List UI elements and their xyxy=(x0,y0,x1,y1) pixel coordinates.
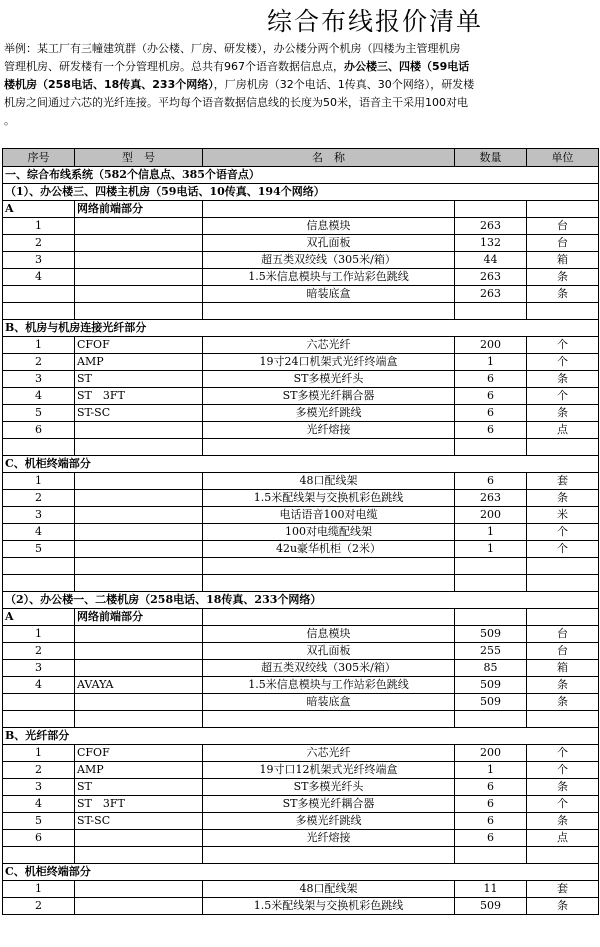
item-unit: 条 xyxy=(527,405,599,422)
table-row xyxy=(3,541,599,558)
item-name: 双孔面板 xyxy=(203,643,455,660)
item-model xyxy=(75,422,203,439)
item-model xyxy=(75,269,203,286)
item-unit: 条 xyxy=(527,286,599,303)
item-model xyxy=(75,660,203,677)
item-name: 信息模块 xyxy=(203,218,455,235)
item-quantity: 6 xyxy=(455,830,527,847)
item-name: 六芯光纤 xyxy=(203,745,455,762)
empty-cell xyxy=(75,303,203,320)
table-row xyxy=(3,745,599,762)
empty-cell xyxy=(203,711,455,728)
item-quantity: 1 xyxy=(455,762,527,779)
header-unit: 单位 xyxy=(527,149,599,167)
item-index: 1 xyxy=(3,218,75,235)
blank-row xyxy=(3,847,599,864)
table-row xyxy=(3,881,599,898)
empty-cell xyxy=(455,201,527,218)
table-row xyxy=(3,371,599,388)
empty-cell xyxy=(527,575,599,592)
item-name: 多模光纤跳线 xyxy=(203,813,455,830)
header-name: 名 称 xyxy=(203,149,455,167)
item-model xyxy=(75,473,203,490)
table-row xyxy=(3,643,599,660)
item-name: ST多模光纤头 xyxy=(203,779,455,796)
empty-cell xyxy=(203,201,455,218)
item-name: 48口配线架 xyxy=(203,473,455,490)
item-unit: 个 xyxy=(527,745,599,762)
item-model xyxy=(75,898,203,915)
empty-cell xyxy=(527,558,599,575)
item-quantity: 1 xyxy=(455,541,527,558)
item-index: 4 xyxy=(3,796,75,813)
item-quantity: 6 xyxy=(455,473,527,490)
item-model xyxy=(75,541,203,558)
quote-table xyxy=(2,148,599,915)
section-heading: 一、综合布线系统（582个信息点、385个语音点） xyxy=(3,167,599,184)
item-index: 5 xyxy=(3,541,75,558)
item-unit: 个 xyxy=(527,524,599,541)
item-name: 电话语音100对电缆 xyxy=(203,507,455,524)
empty-cell xyxy=(455,711,527,728)
item-quantity: 6 xyxy=(455,405,527,422)
empty-cell xyxy=(75,847,203,864)
table-row xyxy=(3,898,599,915)
document-title: 综合布线报价清单 xyxy=(266,7,483,36)
item-model xyxy=(75,881,203,898)
table-row xyxy=(3,405,599,422)
table-row xyxy=(3,524,599,541)
item-quantity: 6 xyxy=(455,813,527,830)
item-unit: 条 xyxy=(527,371,599,388)
group-title: 网络前端部分 xyxy=(75,609,203,626)
item-name: 1.5米信息模块与工作站彩色跳线 xyxy=(203,677,455,694)
section-heading-row xyxy=(3,728,599,745)
item-quantity: 6 xyxy=(455,388,527,405)
empty-cell xyxy=(75,575,203,592)
empty-cell xyxy=(527,609,599,626)
table-row xyxy=(3,677,599,694)
item-unit: 条 xyxy=(527,813,599,830)
item-quantity: 132 xyxy=(455,235,527,252)
item-index: 2 xyxy=(3,643,75,660)
item-quantity: 6 xyxy=(455,796,527,813)
item-quantity: 200 xyxy=(455,745,527,762)
header-index: 序号 xyxy=(3,149,75,167)
item-model xyxy=(75,643,203,660)
intro-line: 举例：某工厂有三幢建筑群（办公楼、厂房、研发楼），办公楼分两个机房（四楼为主管理机房 xyxy=(4,42,461,55)
item-name: 光纤熔接 xyxy=(203,830,455,847)
empty-cell xyxy=(527,711,599,728)
item-quantity: 200 xyxy=(455,507,527,524)
item-unit: 点 xyxy=(527,422,599,439)
empty-cell xyxy=(455,303,527,320)
item-model: AMP xyxy=(75,354,203,371)
item-unit: 条 xyxy=(527,269,599,286)
item-index: 5 xyxy=(3,405,75,422)
group-heading-row xyxy=(3,609,599,626)
table-row xyxy=(3,252,599,269)
item-unit: 条 xyxy=(527,490,599,507)
item-unit: 个 xyxy=(527,762,599,779)
empty-cell xyxy=(75,711,203,728)
item-model: ST xyxy=(75,371,203,388)
item-model: ST xyxy=(75,779,203,796)
table-row xyxy=(3,762,599,779)
item-index: 2 xyxy=(3,898,75,915)
item-unit: 个 xyxy=(527,541,599,558)
item-quantity: 11 xyxy=(455,881,527,898)
blank-row xyxy=(3,711,599,728)
table-row xyxy=(3,218,599,235)
item-model xyxy=(75,286,203,303)
table-row xyxy=(3,779,599,796)
item-name: 42u豪华机柜（2米） xyxy=(203,541,455,558)
intro-line: 机房之间通过六芯的光纤连接。平均每个语音数据信息线的长度为50米，语音主干采用100对电 xyxy=(4,96,468,109)
item-unit: 个 xyxy=(527,796,599,813)
empty-cell xyxy=(203,575,455,592)
item-name: 多模光纤跳线 xyxy=(203,405,455,422)
table-row xyxy=(3,626,599,643)
item-index xyxy=(3,694,75,711)
blank-row xyxy=(3,303,599,320)
item-quantity: 1 xyxy=(455,524,527,541)
item-index: 3 xyxy=(3,779,75,796)
empty-cell xyxy=(3,711,75,728)
item-unit: 箱 xyxy=(527,660,599,677)
intro-line: 楼机房（258电话、18传真、233个网络），厂房机房（32个电话、1传真、30个网络），研发楼 xyxy=(4,78,475,91)
item-quantity: 6 xyxy=(455,422,527,439)
group-code: A xyxy=(3,201,75,218)
item-index: 6 xyxy=(3,422,75,439)
item-name: 信息模块 xyxy=(203,626,455,643)
item-quantity: 255 xyxy=(455,643,527,660)
section-heading: C、机柜终端部分 xyxy=(3,456,599,473)
item-index: 3 xyxy=(3,371,75,388)
table-row xyxy=(3,269,599,286)
item-name: 暗装底盒 xyxy=(203,694,455,711)
item-model xyxy=(75,218,203,235)
section-heading: （2）、办公楼一、二楼机房（258电话、18传真、233个网络） xyxy=(3,592,599,609)
item-unit: 条 xyxy=(527,677,599,694)
table-row xyxy=(3,354,599,371)
item-index: 4 xyxy=(3,677,75,694)
table-row xyxy=(3,286,599,303)
empty-cell xyxy=(3,847,75,864)
item-unit: 条 xyxy=(527,779,599,796)
item-name: 超五类双绞线（305米/箱） xyxy=(203,252,455,269)
table-row xyxy=(3,490,599,507)
item-index: 4 xyxy=(3,269,75,286)
item-quantity: 509 xyxy=(455,694,527,711)
empty-cell xyxy=(203,558,455,575)
item-quantity: 509 xyxy=(455,626,527,643)
item-model: ST-SC xyxy=(75,405,203,422)
item-name: 双孔面板 xyxy=(203,235,455,252)
item-unit: 个 xyxy=(527,388,599,405)
item-name: 1.5米配线架与交换机彩色跳线 xyxy=(203,898,455,915)
item-index: 1 xyxy=(3,745,75,762)
section-heading: C、机柜终端部分 xyxy=(3,864,599,881)
empty-cell xyxy=(455,609,527,626)
table-body xyxy=(3,167,599,915)
item-name: 超五类双绞线（305米/箱） xyxy=(203,660,455,677)
header-model: 型 号 xyxy=(75,149,203,167)
empty-cell xyxy=(3,575,75,592)
item-unit: 台 xyxy=(527,626,599,643)
group-code: A xyxy=(3,609,75,626)
empty-cell xyxy=(455,847,527,864)
item-unit: 条 xyxy=(527,898,599,915)
item-model: CFOF xyxy=(75,745,203,762)
item-model: ST 3FT xyxy=(75,796,203,813)
item-model xyxy=(75,830,203,847)
item-unit: 套 xyxy=(527,473,599,490)
item-model: CFOF xyxy=(75,337,203,354)
item-index: 2 xyxy=(3,490,75,507)
empty-cell xyxy=(203,303,455,320)
empty-cell xyxy=(455,439,527,456)
item-model xyxy=(75,507,203,524)
item-index: 2 xyxy=(3,354,75,371)
item-name: 48口配线架 xyxy=(203,881,455,898)
section-heading-row xyxy=(3,320,599,337)
item-model xyxy=(75,524,203,541)
blank-row xyxy=(3,575,599,592)
item-quantity: 6 xyxy=(455,371,527,388)
empty-cell xyxy=(75,439,203,456)
item-model xyxy=(75,626,203,643)
item-name: ST多模光纤头 xyxy=(203,371,455,388)
item-model: AVAYA xyxy=(75,677,203,694)
empty-cell xyxy=(527,201,599,218)
intro-paragraph xyxy=(4,40,600,130)
item-unit: 个 xyxy=(527,354,599,371)
item-unit: 套 xyxy=(527,881,599,898)
intro-line: 管理机房、研发楼有一个分管理机房。总共有967个语音数据信息点，办公楼三、四楼（59电话 xyxy=(4,60,470,73)
table-row xyxy=(3,694,599,711)
table-row xyxy=(3,796,599,813)
empty-cell xyxy=(3,439,75,456)
empty-cell xyxy=(3,558,75,575)
item-index: 6 xyxy=(3,830,75,847)
intro-line: 。 xyxy=(4,114,15,127)
item-quantity: 509 xyxy=(455,898,527,915)
item-index: 4 xyxy=(3,524,75,541)
table-header-row xyxy=(3,149,599,167)
item-index: 2 xyxy=(3,235,75,252)
item-quantity: 200 xyxy=(455,337,527,354)
item-name: 六芯光纤 xyxy=(203,337,455,354)
item-unit: 台 xyxy=(527,235,599,252)
item-name: 1.5米信息模块与工作站彩色跳线 xyxy=(203,269,455,286)
empty-cell xyxy=(527,847,599,864)
item-name: 光纤熔接 xyxy=(203,422,455,439)
empty-cell xyxy=(3,303,75,320)
item-unit: 点 xyxy=(527,830,599,847)
item-unit: 箱 xyxy=(527,252,599,269)
item-index: 4 xyxy=(3,388,75,405)
empty-cell xyxy=(455,575,527,592)
item-name: 19寸24口机架式光纤终端盒 xyxy=(203,354,455,371)
header-quantity: 数量 xyxy=(455,149,527,167)
section-heading: B、光纤部分 xyxy=(3,728,599,745)
item-quantity: 1 xyxy=(455,354,527,371)
item-index: 3 xyxy=(3,507,75,524)
table-row xyxy=(3,422,599,439)
section-heading-row xyxy=(3,184,599,201)
item-index: 1 xyxy=(3,473,75,490)
item-quantity: 6 xyxy=(455,779,527,796)
table-row xyxy=(3,473,599,490)
section-heading: （1）、办公楼三、四楼主机房（59电话、10传真、194个网络） xyxy=(3,184,599,201)
item-index: 1 xyxy=(3,626,75,643)
item-name: ST多模光纤耦合器 xyxy=(203,796,455,813)
item-index: 1 xyxy=(3,881,75,898)
item-name: 100对电缆配线架 xyxy=(203,524,455,541)
section-heading: B、机房与机房连接光纤部分 xyxy=(3,320,599,337)
item-quantity: 85 xyxy=(455,660,527,677)
table-row xyxy=(3,813,599,830)
item-index: 3 xyxy=(3,660,75,677)
item-quantity: 263 xyxy=(455,269,527,286)
item-unit: 台 xyxy=(527,643,599,660)
group-title: 网络前端部分 xyxy=(75,201,203,218)
table-row xyxy=(3,388,599,405)
item-index: 3 xyxy=(3,252,75,269)
item-name: ST多模光纤耦合器 xyxy=(203,388,455,405)
table-row xyxy=(3,660,599,677)
section-heading-row xyxy=(3,592,599,609)
blank-row xyxy=(3,558,599,575)
item-model xyxy=(75,252,203,269)
empty-cell xyxy=(203,439,455,456)
item-unit: 台 xyxy=(527,218,599,235)
blank-row xyxy=(3,439,599,456)
item-quantity: 509 xyxy=(455,677,527,694)
empty-cell xyxy=(203,847,455,864)
empty-cell xyxy=(527,303,599,320)
table-row xyxy=(3,235,599,252)
item-unit: 个 xyxy=(527,337,599,354)
item-unit: 米 xyxy=(527,507,599,524)
table-row xyxy=(3,830,599,847)
item-name: 1.5米配线架与交换机彩色跳线 xyxy=(203,490,455,507)
item-quantity: 263 xyxy=(455,490,527,507)
section-heading-row xyxy=(3,167,599,184)
item-quantity: 263 xyxy=(455,286,527,303)
group-heading-row xyxy=(3,201,599,218)
item-unit: 条 xyxy=(527,694,599,711)
empty-cell xyxy=(455,558,527,575)
item-model: ST-SC xyxy=(75,813,203,830)
empty-cell xyxy=(527,439,599,456)
item-model xyxy=(75,490,203,507)
item-index: 5 xyxy=(3,813,75,830)
item-index: 2 xyxy=(3,762,75,779)
item-quantity: 44 xyxy=(455,252,527,269)
empty-cell xyxy=(203,609,455,626)
table-row xyxy=(3,337,599,354)
item-name: 暗装底盒 xyxy=(203,286,455,303)
item-model: AMP xyxy=(75,762,203,779)
empty-cell xyxy=(75,558,203,575)
section-heading-row xyxy=(3,456,599,473)
item-index xyxy=(3,286,75,303)
item-quantity: 263 xyxy=(455,218,527,235)
item-model xyxy=(75,694,203,711)
item-model: ST 3FT xyxy=(75,388,203,405)
item-index: 1 xyxy=(3,337,75,354)
item-model xyxy=(75,235,203,252)
item-name: 19寸口12机架式光纤终端盒 xyxy=(203,762,455,779)
table-row xyxy=(3,507,599,524)
section-heading-row xyxy=(3,864,599,881)
